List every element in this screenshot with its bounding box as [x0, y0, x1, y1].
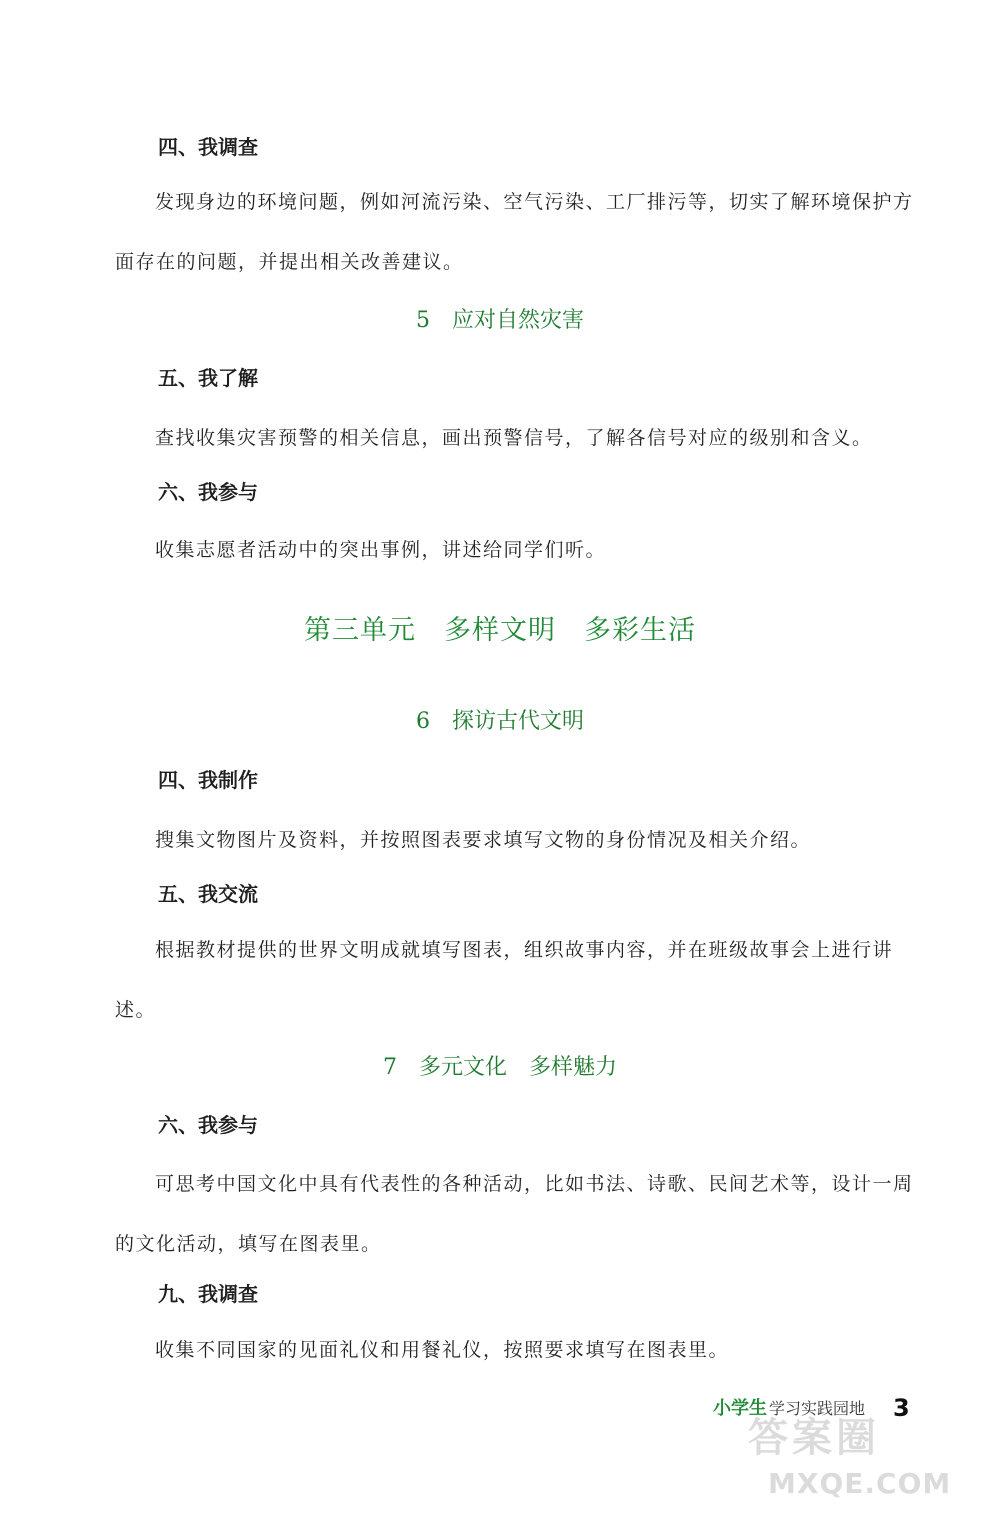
section-heading-make: 四、我制作	[158, 768, 258, 792]
section-text-disaster: 查找收集灾害预警的相关信息，画出预警信号，了解各信号对应的级别和含义。	[155, 427, 873, 449]
lesson-title-text: 探访古代文明	[451, 709, 584, 734]
lesson-number: 6	[415, 709, 430, 734]
section-heading-learn: 五、我了解	[158, 366, 258, 390]
section-heading-participate-2: 六、我参与	[158, 1113, 258, 1137]
section-text-etiquette: 收集不同国家的见面礼仪和用餐礼仪，按照要求填写在图表里。	[155, 1339, 730, 1361]
unit-title: 第三单元 多样文明 多彩生活	[304, 615, 696, 646]
section-heading-investigate: 四、我调查	[158, 135, 258, 159]
watermark-logo	[748, 1415, 978, 1513]
section-text-civilization: 根据教材提供的世界文明成就填写图表，组织故事内容，并在班级故事会上进行讲述。	[115, 939, 894, 1021]
watermark-domain: MXQE.COM	[768, 1467, 952, 1500]
section-heading-investigate-2: 九、我调查	[158, 1282, 258, 1306]
lesson-title-text: 多元文化 多样魅力	[418, 1055, 617, 1080]
section-text-culture: 可思考中国文化中具有代表性的各种活动，比如书法、诗歌、民间艺术等，设计一周的文化活动，填写在图表里。	[115, 1173, 914, 1255]
watermark-text: 答案圈	[748, 1415, 880, 1461]
lesson-6-title	[0, 711, 1000, 733]
lesson-5-title	[0, 310, 1000, 332]
section-text-environment: 发现身边的环境问题，例如河流污染、空气污染、工厂排污等，切实了解环境保护方面存在的问题，并提出相关改善建议。	[115, 191, 914, 273]
lesson-7-title	[0, 1057, 1000, 1079]
brand-title: 小学生	[713, 1398, 767, 1419]
section-heading-communicate: 五、我交流	[158, 882, 258, 906]
lesson-number: 5	[415, 308, 430, 333]
section-text-volunteer: 收集志愿者活动中的突出事例，讲述给同学们听。	[155, 539, 607, 561]
section-heading-participate: 六、我参与	[158, 480, 258, 504]
lesson-title-text: 应对自然灾害	[451, 308, 584, 333]
section-text-artifact: 搜集文物图片及资料，并按照图表要求填写文物的身份情况及相关介绍。	[155, 829, 812, 851]
lesson-number: 7	[382, 1055, 397, 1080]
brand-subtitle: 学习实践园地	[769, 1399, 866, 1418]
page-number: 3	[893, 1394, 910, 1422]
